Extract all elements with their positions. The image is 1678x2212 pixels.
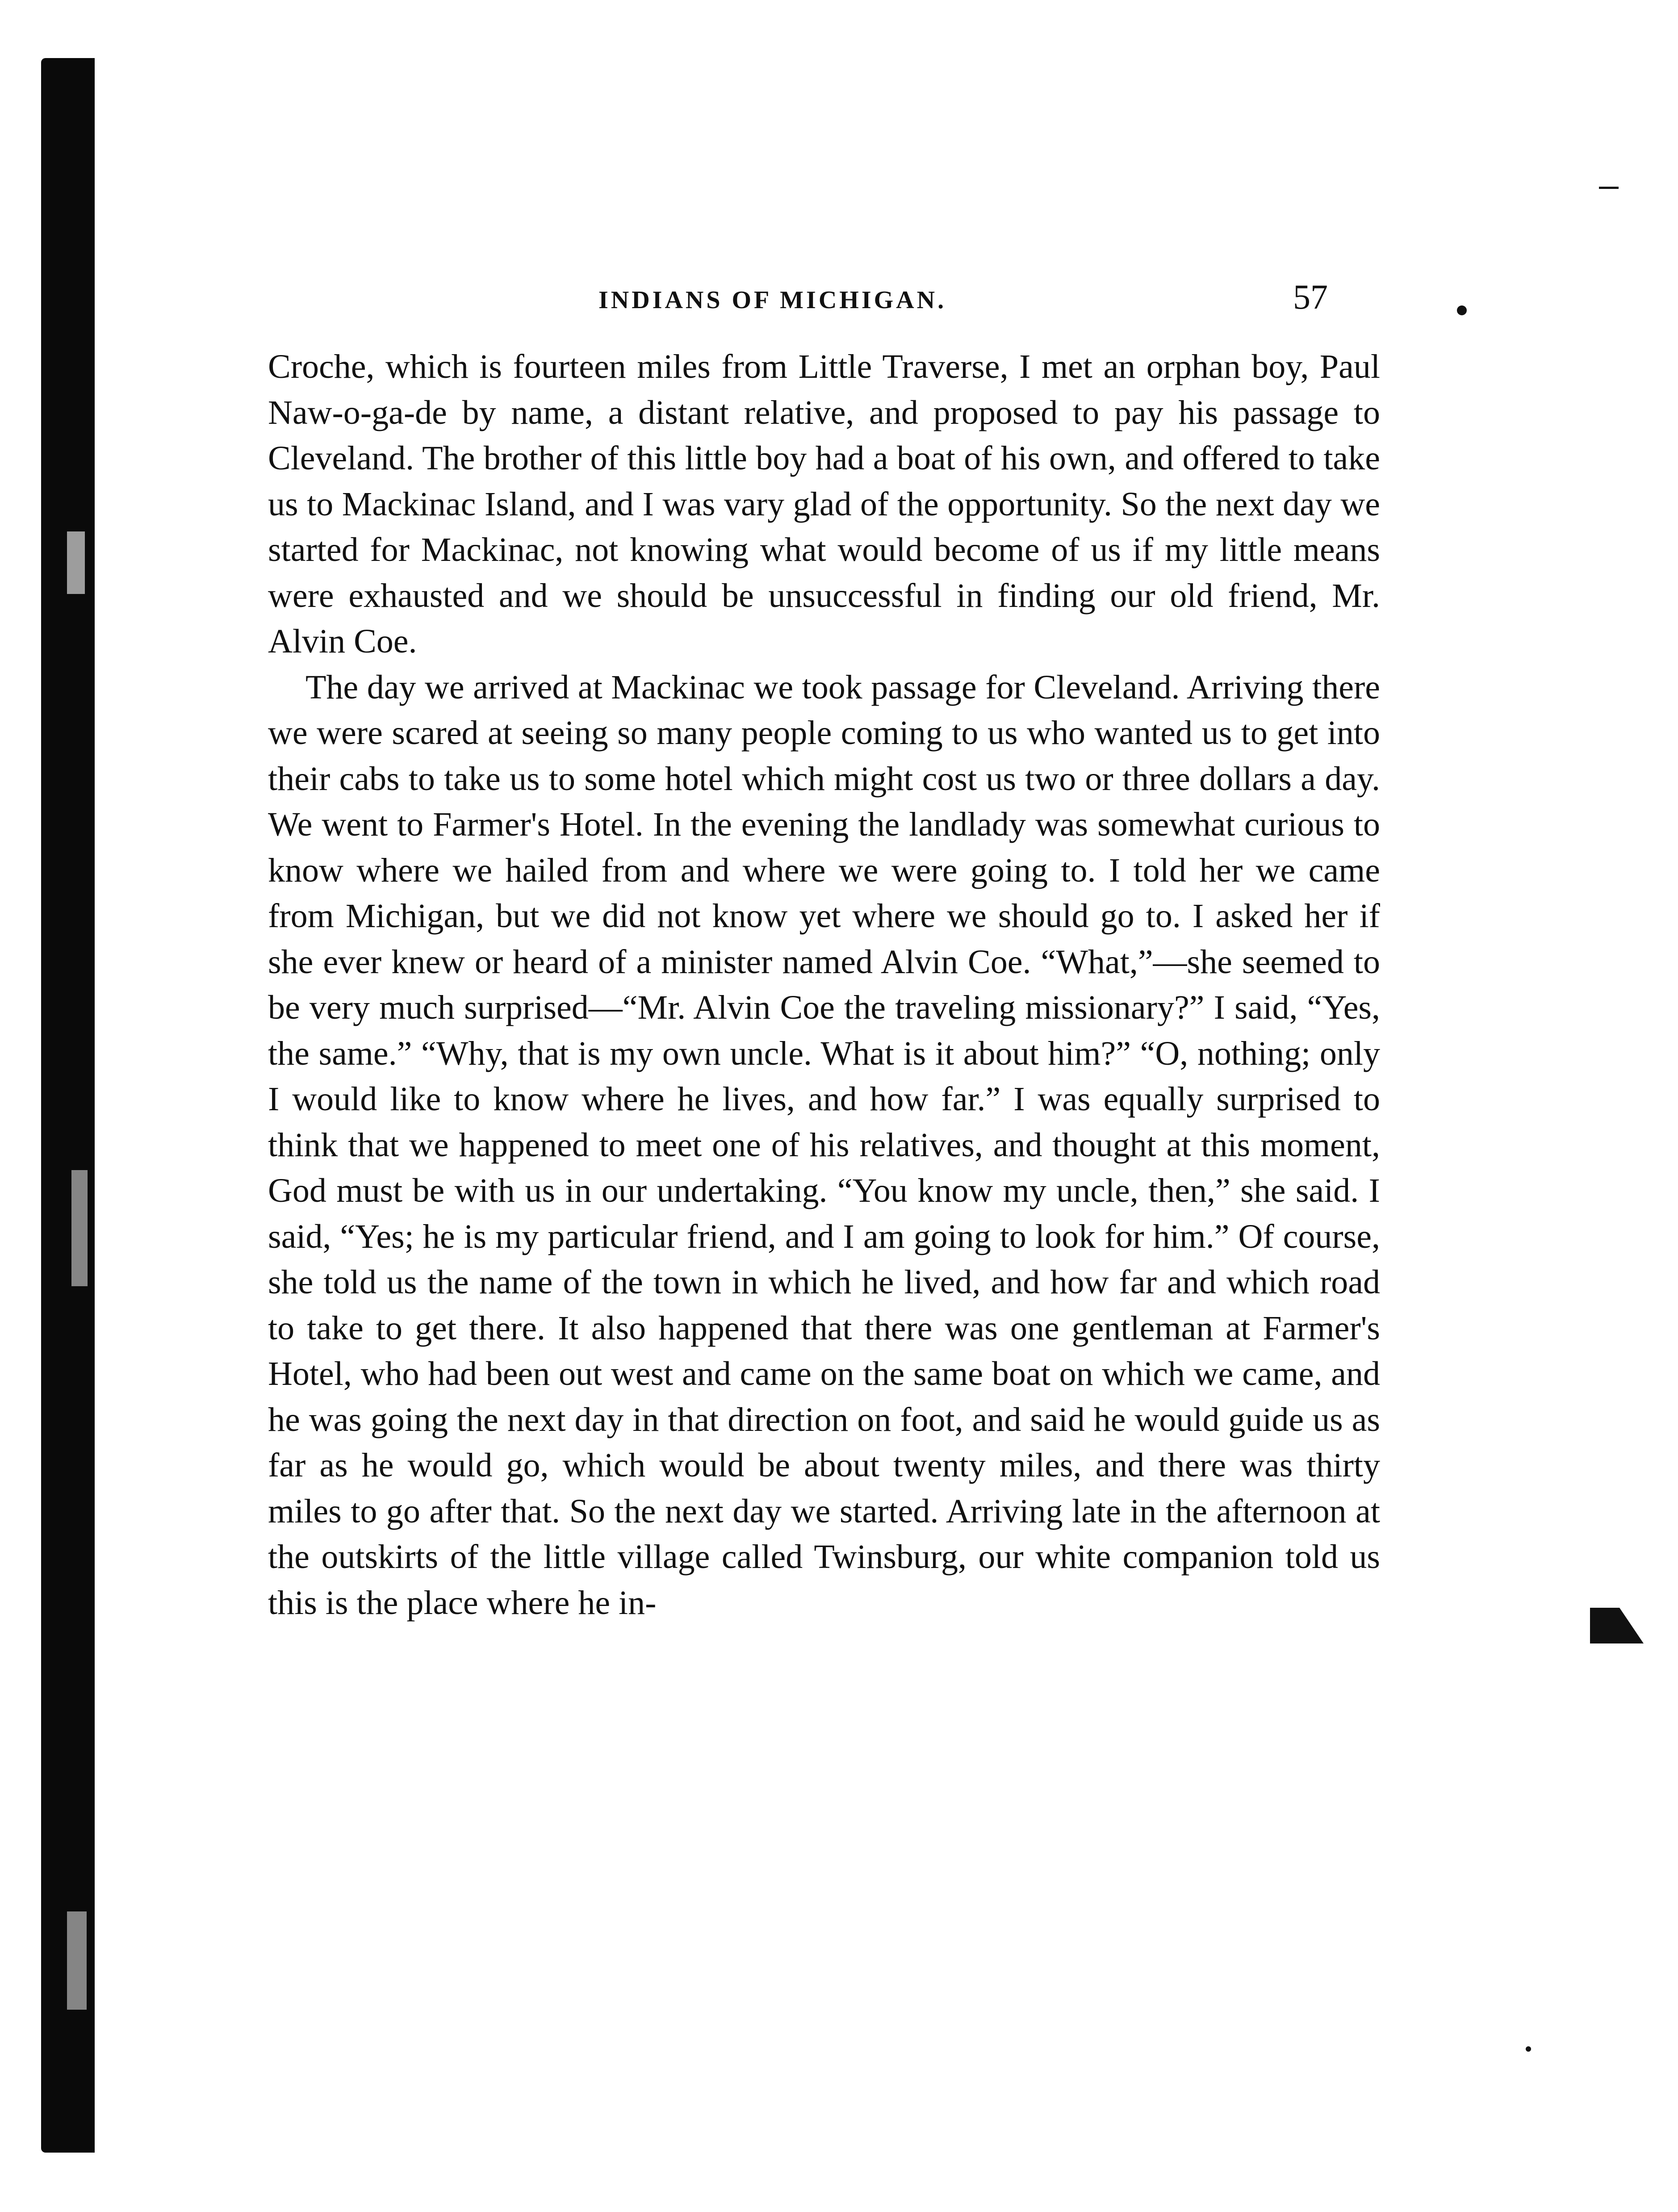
margin-tab-mark [1590,1608,1644,1643]
paragraph: Croche, which is fourteen miles from Little Traverse, I met an orphan boy, Paul Naw-o-ga-de by name, a distant relative, and proposed to pay his passage to Cleveland. The brother of this little boy had a boat of his own, and offered to take us to Mackinac Island, and I was vary glad of the opportunity. So the next day we started for Mackinac, not knowing what would become of us if my little means were exhausted and we should be unsuccessful in finding our old friend, Mr. Alvin Coe. [268,348,1380,660]
binding-speckle [67,531,85,594]
margin-dot [1457,305,1467,315]
margin-dot [1526,2046,1531,2052]
binding-speckle [67,1911,87,2010]
binding-speckle [71,1170,88,1286]
page-number: 57 [1293,277,1328,316]
margin-mark [1599,187,1619,189]
page-binding-edge [41,58,95,2153]
body-text [268,344,1380,1626]
running-title: INDIANS OF MICHIGAN. [598,286,947,314]
paragraph: The day we arrived at Mackinac we took passage for Cleveland. Arriving there we were scared at seeing so many people coming to us who wanted us to get into their cabs to take us to some hotel which might cost us two or three dollars a day. We went to Farmer's Hotel. In the evening the landlady was somewhat curious to know where we hailed from and where we were going to. I told her we came from Michigan, but we did not know yet where we should go to. I asked her if she ever knew or heard of a minister named Alvin Coe. “What,”—she seemed to be very much surprised—“Mr. Alvin Coe the traveling missionary?” I said, “Yes, the same.” “Why, that is my own uncle. What is it about him?” “O, nothing; only I would like to know where he lives, and how far.” I was equally surprised to think that we happened to meet one of his relatives, and thought at this moment, God must be with us in our undertaking. “You know my uncle, then,” she said. I said, “Yes; he is my particular friend, and I am going to look for him.” Of course, she told us the name of the town in which he lived, and how far and which road to take to get there. It also happened that there was one gentleman at Farmer's Hotel, who had been out west and came on the same boat on which we came, and he was going the next day in that direction on foot, and said he would guide us as far as he would go, which would be about twenty miles, and there was thirty miles to go after that. So the next day we started. Arriving late in the afternoon at the outskirts of the little village called Twinsburg, our white companion told us this is the place where he in- [268,668,1380,1622]
